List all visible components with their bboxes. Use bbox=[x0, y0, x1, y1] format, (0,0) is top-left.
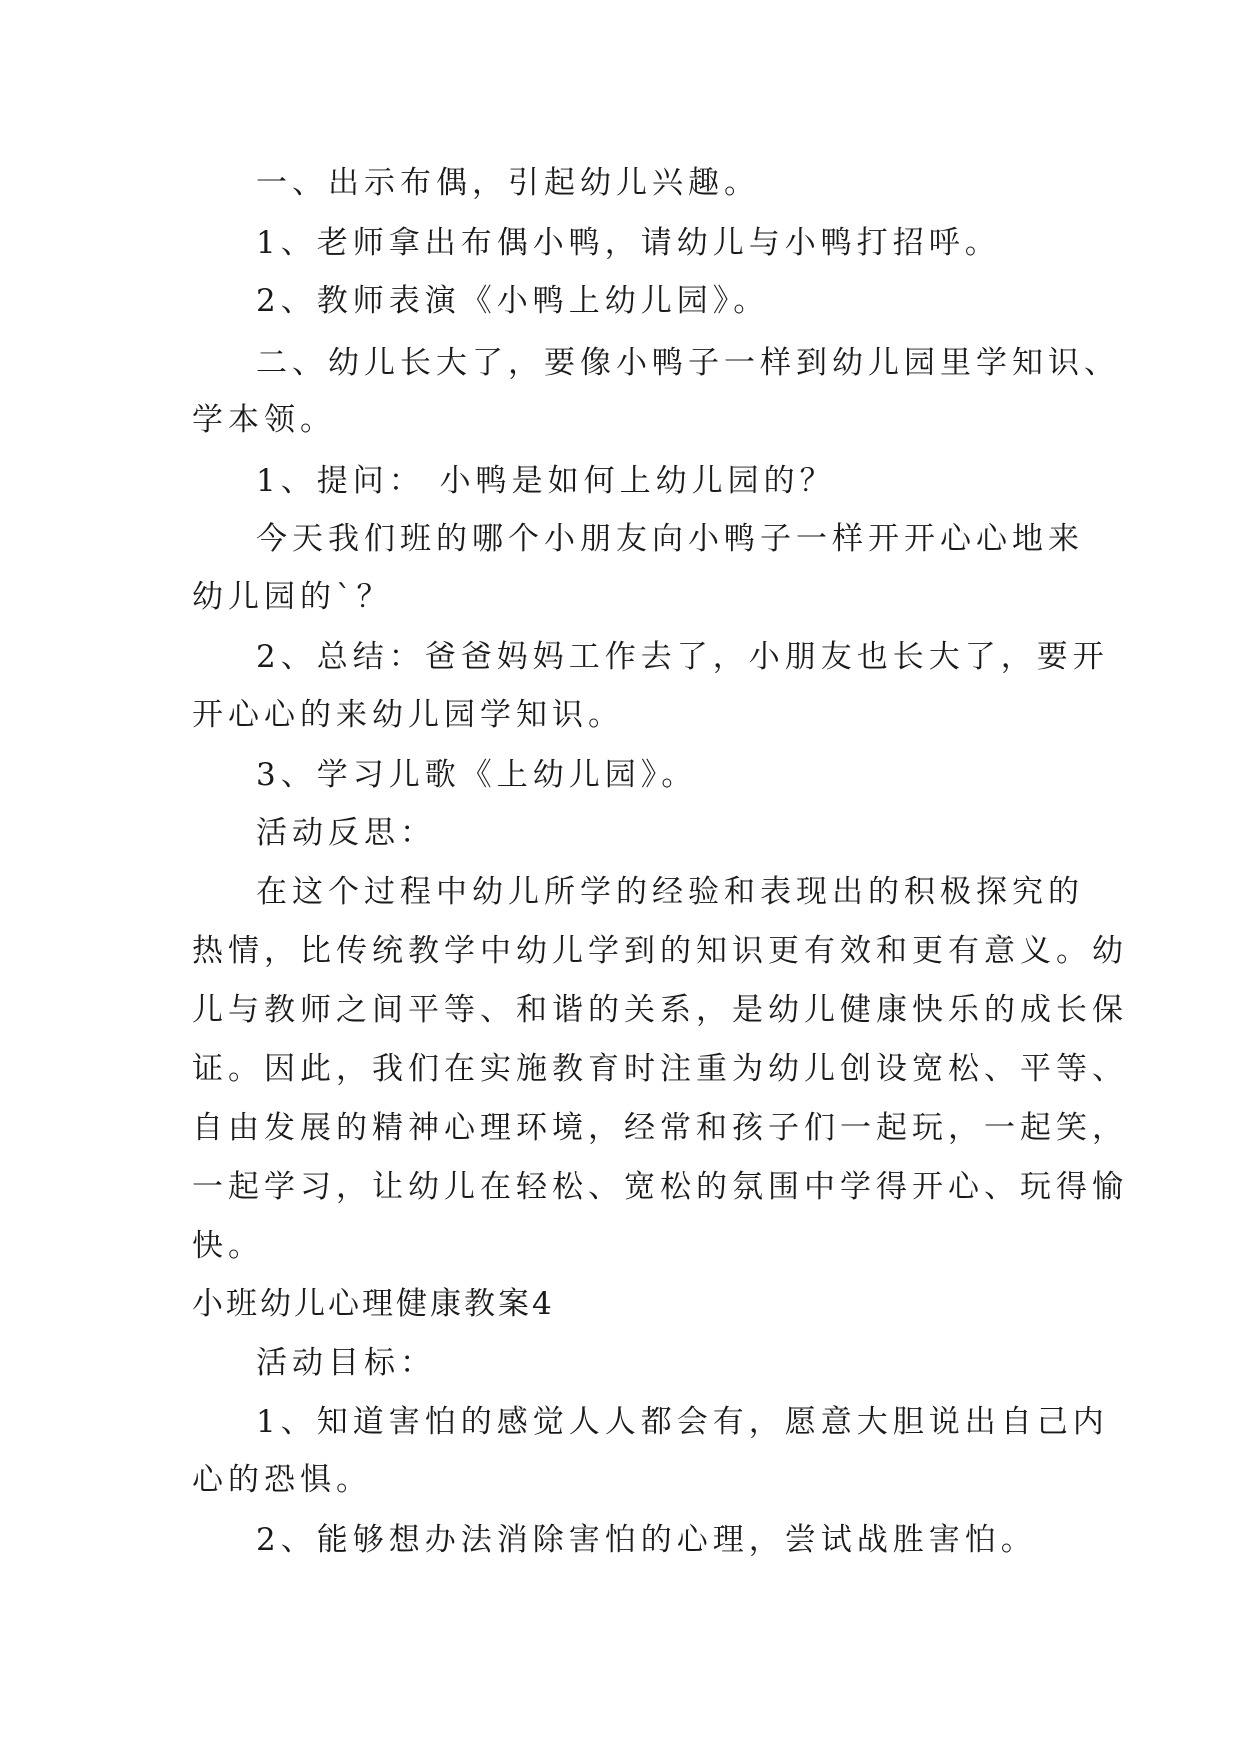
paragraph-line: 学本领。 bbox=[192, 402, 336, 438]
paragraph-line: 热情，比传统教学中幼儿学到的知识更有效和更有意义。幼 bbox=[192, 933, 1128, 969]
paragraph-line: 2、能够想办法消除害怕的心理，尝试战胜害怕。 bbox=[256, 1522, 1037, 1558]
paragraph-line: 1、提问： 小鸭是如何上幼儿园的？ bbox=[256, 463, 836, 499]
objectives-heading: 活动目标： bbox=[256, 1345, 436, 1381]
paragraph-line: 在这个过程中幼儿所学的经验和表现出的积极探究的 bbox=[256, 874, 1084, 910]
lesson-title: 小班幼儿心理健康教案4 bbox=[192, 1286, 555, 1322]
paragraph-line: 3、学习儿歌《上幼儿园》。 bbox=[256, 757, 698, 793]
reflection-heading: 活动反思： bbox=[256, 815, 436, 851]
paragraph-line: 心的恐惧。 bbox=[192, 1462, 372, 1498]
paragraph-line: 证。因此，我们在实施教育时注重为幼儿创设宽松、平等、 bbox=[192, 1051, 1128, 1087]
section-heading-2: 二、幼儿长大了，要像小鸭子一样到幼儿园里学知识、 bbox=[256, 345, 1120, 381]
paragraph-line: 开心心的来幼儿园学知识。 bbox=[192, 697, 624, 733]
paragraph-line: 自由发展的精神心理环境，经常和孩子们一起玩，一起笑， bbox=[192, 1110, 1128, 1146]
paragraph-line: 快。 bbox=[192, 1228, 264, 1264]
paragraph-line: 一起学习，让幼儿在轻松、宽松的氛围中学得开心、玩得愉 bbox=[192, 1169, 1128, 1205]
paragraph-line: 1、知道害怕的感觉人人都会有，愿意大胆说出自己内 bbox=[256, 1404, 1109, 1440]
paragraph-line: 今天我们班的哪个小朋友向小鸭子一样开开心心地来 bbox=[256, 521, 1084, 557]
paragraph-line: 幼儿园的`？ bbox=[192, 579, 393, 615]
paragraph-line: 2、总结：爸爸妈妈工作去了，小朋友也长大了，要开 bbox=[256, 639, 1109, 675]
section-heading-1: 一、出示布偶，引起幼儿兴趣。 bbox=[256, 165, 760, 201]
paragraph-line: 2、教师表演《小鸭上幼儿园》。 bbox=[256, 283, 770, 319]
paragraph-line: 儿与教师之间平等、和谐的关系，是幼儿健康快乐的成长保 bbox=[192, 992, 1128, 1028]
paragraph-line: 1、老师拿出布偶小鸭，请幼儿与小鸭打招呼。 bbox=[256, 225, 1001, 261]
